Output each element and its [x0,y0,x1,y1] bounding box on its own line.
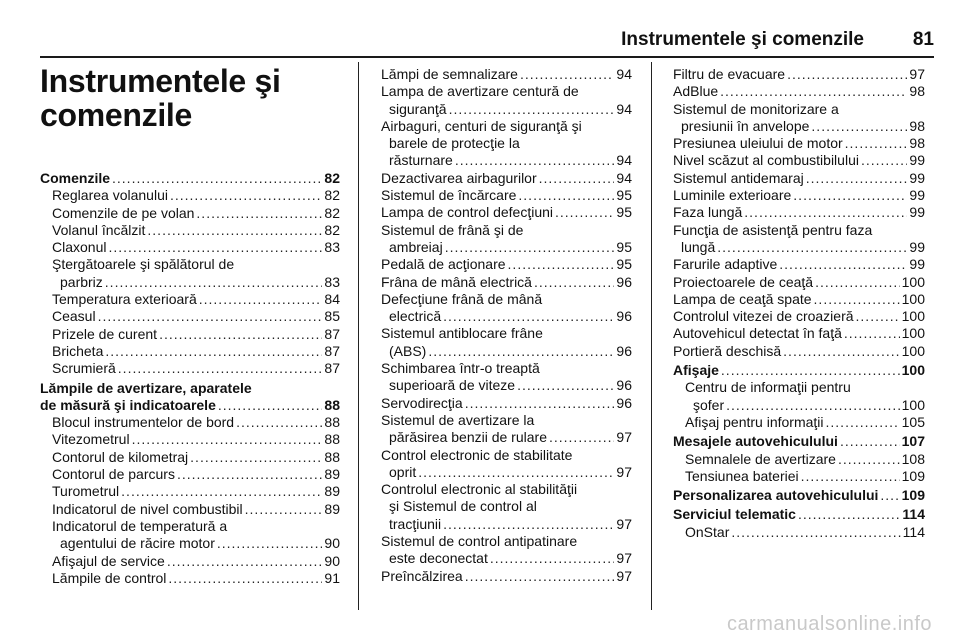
toc-entry-text: Pedală de acţionare [381,256,506,273]
toc-entry-text: Schimbarea într-o treaptă [381,360,540,377]
toc-page-number: 97 [616,515,632,532]
dot-leader [199,291,323,308]
toc-page-number: 99 [909,187,925,204]
toc-entry[interactable] [673,135,925,152]
dot-leader [168,570,322,587]
toc-entry-text: Personalizarea autovehiculului [673,487,879,504]
page-header [40,26,934,58]
toc-entry-text: Lămpile de control [52,569,167,586]
toc-page-number: 96 [616,342,632,359]
toc-entry-text: Sistemul de avertizare la [381,411,535,428]
dot-leader [443,516,614,533]
dot-leader [518,187,614,204]
dot-leader [838,451,900,468]
toc-entry-text: Defecţiune frână de mână [381,290,543,307]
toc-entry-text: Tensiunea bateriei [685,467,799,484]
toc-entry-text: superioară de viteze [389,377,516,394]
toc-entry[interactable] [40,501,340,518]
dot-leader [845,135,908,152]
toc-entry-text: este deconectat [389,550,488,567]
toc-entry-text: Lampa de control defecţiuni [381,204,553,221]
toc-entry[interactable] [381,291,632,326]
dot-leader [811,118,907,135]
toc-entry-text: Vitezometrul [52,431,130,448]
toc-page-number: 95 [616,204,632,221]
section-title-line: comenzile [40,97,193,133]
toc-entry-text: de măsură şi indicatoarele [40,396,216,413]
dot-leader [801,468,900,485]
dot-leader [840,433,900,450]
toc-entry[interactable] [381,256,632,273]
toc-page-number: 114 [902,506,925,523]
toc-page-number: 108 [901,450,925,467]
toc-entry-text: Serviciul telematic [673,506,796,523]
toc-page-number: 88 [324,431,340,448]
toc-page-number: 83 [324,273,340,290]
toc-entry[interactable] [673,222,925,257]
toc-page-number: 109 [901,487,925,504]
toc-entry-text: tracţiunii [389,515,442,532]
toc-entry[interactable] [381,568,632,585]
toc-page-number: 90 [324,535,340,552]
toc-entry[interactable] [673,204,925,221]
toc-entry[interactable] [673,187,925,204]
toc-page-number: 88 [324,396,340,413]
dot-leader [815,274,900,291]
toc-entry-text: Afişaj pentru informaţii [685,413,824,430]
toc-section-entry[interactable] [673,487,925,504]
toc-entry-text: Bricheta [52,342,104,359]
dot-leader [517,377,614,394]
toc-entry[interactable] [381,222,632,257]
toc-entry[interactable] [40,308,340,325]
dot-leader [539,170,615,187]
toc-page-number: 109 [901,467,925,484]
dot-leader [105,343,322,360]
toc-page-number: 82 [324,204,340,221]
toc-page-number: 97 [909,66,925,82]
toc-entry[interactable] [40,187,340,204]
toc-page-number: 82 [324,170,340,186]
toc-page-number: 96 [616,377,632,394]
dot-leader [118,360,323,377]
toc-page-number: 97 [616,463,632,480]
dot-leader [455,152,615,169]
toc-entry-text: barele de protecţie la [389,135,520,152]
toc-page-number: 99 [909,256,925,273]
dot-leader [534,274,614,291]
dot-leader [717,239,907,256]
toc-entry[interactable] [673,274,925,291]
dot-leader [490,550,615,567]
toc-page-number: 82 [324,221,340,238]
page-number: 81 [912,29,934,50]
toc-entry-text: Lampa de ceaţă spate [673,290,812,307]
toc-section-entry[interactable] [673,362,925,379]
dot-leader [779,256,907,273]
toc-entry-text: Lămpi de semnalizare [381,66,518,82]
toc-page-number: 100 [901,342,925,359]
toc-entry-text: (ABS) [389,342,427,359]
toc-entry[interactable] [673,379,925,414]
toc-entry-text: Autovehicul detectat în faţă [673,325,842,342]
dot-leader [880,487,899,504]
dot-leader [465,568,615,585]
dot-leader [793,187,907,204]
toc-page-number: 97 [616,550,632,567]
dot-leader [218,397,323,414]
toc-entry-text: Sistemul de încărcare [381,187,517,204]
dot-leader [418,464,614,481]
dot-leader [236,414,322,431]
toc-page-number: 87 [324,325,340,342]
toc-page-number: 105 [901,413,925,430]
dot-leader [159,326,322,343]
toc-entry[interactable] [381,83,632,118]
toc-page-number: 95 [616,187,632,204]
toc-page-number: 99 [909,238,925,255]
toc-page-number: 90 [324,552,340,569]
dot-leader [428,343,614,360]
column-divider [651,62,652,610]
dot-leader [105,274,323,291]
toc-page-number: 87 [324,342,340,359]
toc-entry[interactable] [381,66,632,83]
dot-leader [121,483,322,500]
toc-entry-text: Presiunea uleiului de motor [673,135,843,152]
toc-entry[interactable] [673,152,925,169]
toc-page-number: 99 [909,169,925,186]
dot-leader [98,308,323,325]
toc-page-number: 94 [616,100,632,117]
toc-entry[interactable] [673,524,925,541]
toc-entry-text: Filtru de evacuare [673,66,786,82]
toc-entry-text: Servodirecţia [381,394,463,411]
toc-entry[interactable] [40,553,340,570]
toc-entry[interactable] [40,326,340,343]
toc-page-number: 100 [901,396,925,413]
toc-entry-text: electrică [389,308,442,325]
toc-page-number: 100 [901,273,925,290]
toc-page-number: 100 [901,325,925,342]
dot-leader [177,466,322,483]
dot-leader [861,152,907,169]
toc-entry[interactable] [673,451,925,468]
toc-entry-text: Ştergătoarele şi spălătorul de [52,256,235,273]
toc-page-number: 97 [616,567,632,584]
toc-entry[interactable] [673,170,925,187]
toc-page-number: 98 [909,117,925,134]
dot-leader [147,222,322,239]
toc-entry-text: parbriz [60,273,103,290]
toc-page-number: 83 [324,239,340,256]
toc-entry-text: Indicatorul de temperatură a [52,517,228,534]
dot-leader [721,362,900,379]
toc-page-number: 85 [324,308,340,325]
toc-entry[interactable] [673,343,925,360]
toc-page-number: 96 [616,394,632,411]
toc-entry-text: Lampa de avertizare centură de [381,83,579,100]
toc-entry-text: Portieră deschisă [673,342,782,359]
dot-leader [112,170,322,187]
toc-section-entry[interactable] [40,170,340,187]
toc-entry[interactable] [381,412,632,447]
toc-entry-text: oprit [389,463,417,480]
toc-page-number: 99 [909,152,925,169]
toc-entry-text: Temperatura exterioară [52,291,197,308]
toc-entry-text: AdBlue [673,83,719,100]
chapter-title: Instrumentele şi comenzile [621,29,864,50]
dot-leader [508,256,615,273]
toc-entry-text: Sistemul antidemaraj [673,169,804,186]
toc-page-number: 100 [901,362,925,379]
toc-section-entry[interactable] [673,506,925,523]
toc-entry-text: Prizele de curent [52,325,158,342]
dot-leader [449,101,615,118]
toc-page-number: 89 [324,500,340,517]
toc-entry[interactable] [381,187,632,204]
dot-leader [814,291,900,308]
toc-page-number: 94 [616,152,632,169]
toc-page-number: 91 [324,569,340,586]
toc-entry-text: Scrumieră [52,360,116,377]
dot-leader [555,204,614,221]
toc-entry[interactable] [40,205,340,222]
toc-page-number: 89 [324,483,340,500]
toc-entry[interactable] [40,414,340,431]
dot-leader [445,239,615,256]
toc-entry[interactable] [381,204,632,221]
toc-page-number: 96 [616,273,632,290]
toc-page-number: 84 [324,291,340,308]
column-divider [358,62,359,610]
toc-entry[interactable] [381,481,632,533]
toc-entry[interactable] [673,83,925,100]
toc-section-entry[interactable] [673,433,925,450]
dot-leader [217,535,323,552]
toc-entry-text: Preîncălzirea [381,567,463,584]
toc-entry-text: Reglarea volanului [52,187,168,204]
toc-entry-text: Afişaje [673,362,719,379]
dot-leader [783,343,899,360]
dot-leader [520,66,614,83]
toc-entry[interactable] [40,466,340,483]
dot-leader [245,501,323,518]
toc-column-2 [381,66,632,612]
toc-entry[interactable] [673,256,925,273]
toc-column-3 [673,66,925,612]
toc-entry-text: ambreiaj [389,238,443,255]
dot-leader [856,308,900,325]
toc-entry[interactable] [673,101,925,136]
toc-entry-text: presiunii în anvelope [681,117,810,134]
toc-entry-text: Faza lungă [673,204,743,221]
toc-entry-text: Comenzile de pe volan [52,204,195,221]
toc-entry-text: Luminile exterioare [673,187,792,204]
toc-entry[interactable] [40,360,340,377]
toc-entry[interactable] [381,533,632,568]
toc-entry-text: Semnalele de avertizare [685,450,836,467]
toc-entry-text: Controlul electronic al stabilităţii [381,481,578,498]
toc-page-number: 107 [901,433,925,450]
toc-entry[interactable] [40,256,340,291]
toc-entry-text: Sistemul antiblocare frâne [381,325,543,342]
toc-page-number: 82 [324,187,340,204]
toc-entry[interactable] [40,222,340,239]
toc-page-number: 95 [616,238,632,255]
toc-entry-text: Funcţia de asistenţă pentru faza [673,221,873,238]
toc-entry-text: Ceasul [52,308,96,325]
toc-entry[interactable] [381,447,632,482]
dot-leader [108,239,322,256]
toc-entry-text: OnStar [685,523,730,540]
toc-entry[interactable] [40,483,340,500]
watermark: carmanualsonline.info [726,613,932,635]
toc-entry-text: Lămpile de avertizare, aparatele [40,379,252,396]
dot-leader [806,170,908,187]
toc-page-number: 100 [901,290,925,307]
toc-entry[interactable] [673,468,925,485]
dot-leader [443,308,614,325]
toc-entry-text: Centru de informaţii pentru [685,379,851,396]
toc-entry[interactable] [40,343,340,360]
toc-entry-text: şofer [693,396,725,413]
toc-page-number: 88 [324,414,340,431]
toc-entry-text: Mesajele autovehiculului [673,433,838,450]
toc-entry[interactable] [381,325,632,360]
toc-entry-text: agentului de răcire motor [60,535,215,552]
toc-page-number: 89 [324,466,340,483]
dot-leader [167,553,323,570]
toc-entry[interactable] [673,414,925,431]
toc-entry[interactable] [40,291,340,308]
toc-entry-text: Sistemul de control antipatinare [381,533,578,550]
toc-entry-text: Control electronic de stabilitate [381,446,573,463]
toc-page-number: 114 [902,523,925,540]
toc-entry-text: Airbaguri, centuri de siguranţă şi [381,117,582,134]
toc-entry[interactable] [673,308,925,325]
toc-entry-text: lungă [681,238,716,255]
toc-entry[interactable] [40,431,340,448]
toc-column-1 [40,170,340,612]
toc-entry-text: Dezactivarea airbagurilor [381,169,537,186]
toc-entry-text: Controlul vitezei de croazieră [673,308,854,325]
toc-entry[interactable] [40,449,340,466]
toc-entry-text: Sistemul de frână şi de [381,221,524,238]
toc-entry-text: Farurile adaptive [673,256,778,273]
toc-page-number: 94 [616,169,632,186]
toc-entry-text: Claxonul [52,239,107,256]
dot-leader [465,395,615,412]
toc-entry[interactable] [381,395,632,412]
toc-entry-text: părăsirea benzii de rulare [389,429,547,446]
toc-page-number: 98 [909,135,925,152]
toc-entry-text: Blocul instrumentelor de bord [52,414,235,431]
dot-leader [798,506,900,523]
toc-entry-text: Frâna de mână electrică [381,273,532,290]
toc-page-number: 98 [909,83,925,100]
toc-page-number: 94 [616,66,632,82]
dot-leader [826,414,900,431]
toc-entry[interactable] [381,360,632,395]
toc-entry[interactable] [381,170,632,187]
toc-entry-text: Proiectoarele de ceaţă [673,273,814,290]
toc-page-number: 88 [324,448,340,465]
toc-entry[interactable] [40,239,340,256]
toc-page-number: 97 [616,429,632,446]
dot-leader [190,449,322,466]
toc-entry-text: Turometrul [52,483,120,500]
toc-section-entry[interactable] [40,380,340,415]
toc-entry-text: Comenzile [40,170,111,186]
toc-page-number: 87 [324,360,340,377]
toc-entry[interactable] [673,291,925,308]
section-title-line: Instrumentele şi [40,63,281,99]
toc-entry[interactable] [673,325,925,342]
toc-entry[interactable] [40,518,340,553]
dot-leader [720,83,907,100]
dot-leader [170,187,322,204]
toc-entry[interactable] [381,118,632,170]
toc-entry-text: Contorul de parcurs [52,466,175,483]
toc-page-number: 96 [616,308,632,325]
toc-entry-text: Volanul încălzit [52,221,146,238]
toc-page-number: 95 [616,256,632,273]
toc-entry-text: Contorul de kilometraj [52,448,189,465]
dot-leader [731,524,900,541]
toc-entry-text: Afişajul de service [52,552,165,569]
dot-leader [549,429,614,446]
toc-entry-text: răsturnare [389,152,453,169]
section-title [40,64,340,132]
toc-entry-text: Sistemul de monitorizare a [673,100,839,117]
dot-leader [844,325,900,342]
toc-page-number: 100 [901,308,925,325]
toc-entry[interactable] [381,274,632,291]
toc-entry[interactable] [40,570,340,587]
toc-page-number: 99 [909,204,925,221]
dot-leader [787,66,907,83]
dot-leader [196,205,322,222]
toc-entry[interactable] [673,66,925,83]
dot-leader [726,397,900,414]
toc-entry-text: şi Sistemul de control al [389,498,537,515]
toc-entry-text: Nivel scăzut al combustibilului [673,152,859,169]
toc-entry-text: siguranţă [389,100,447,117]
dot-leader [744,204,907,221]
toc-entry-text: Indicatorul de nivel combustibil [52,500,243,517]
dot-leader [132,431,323,448]
